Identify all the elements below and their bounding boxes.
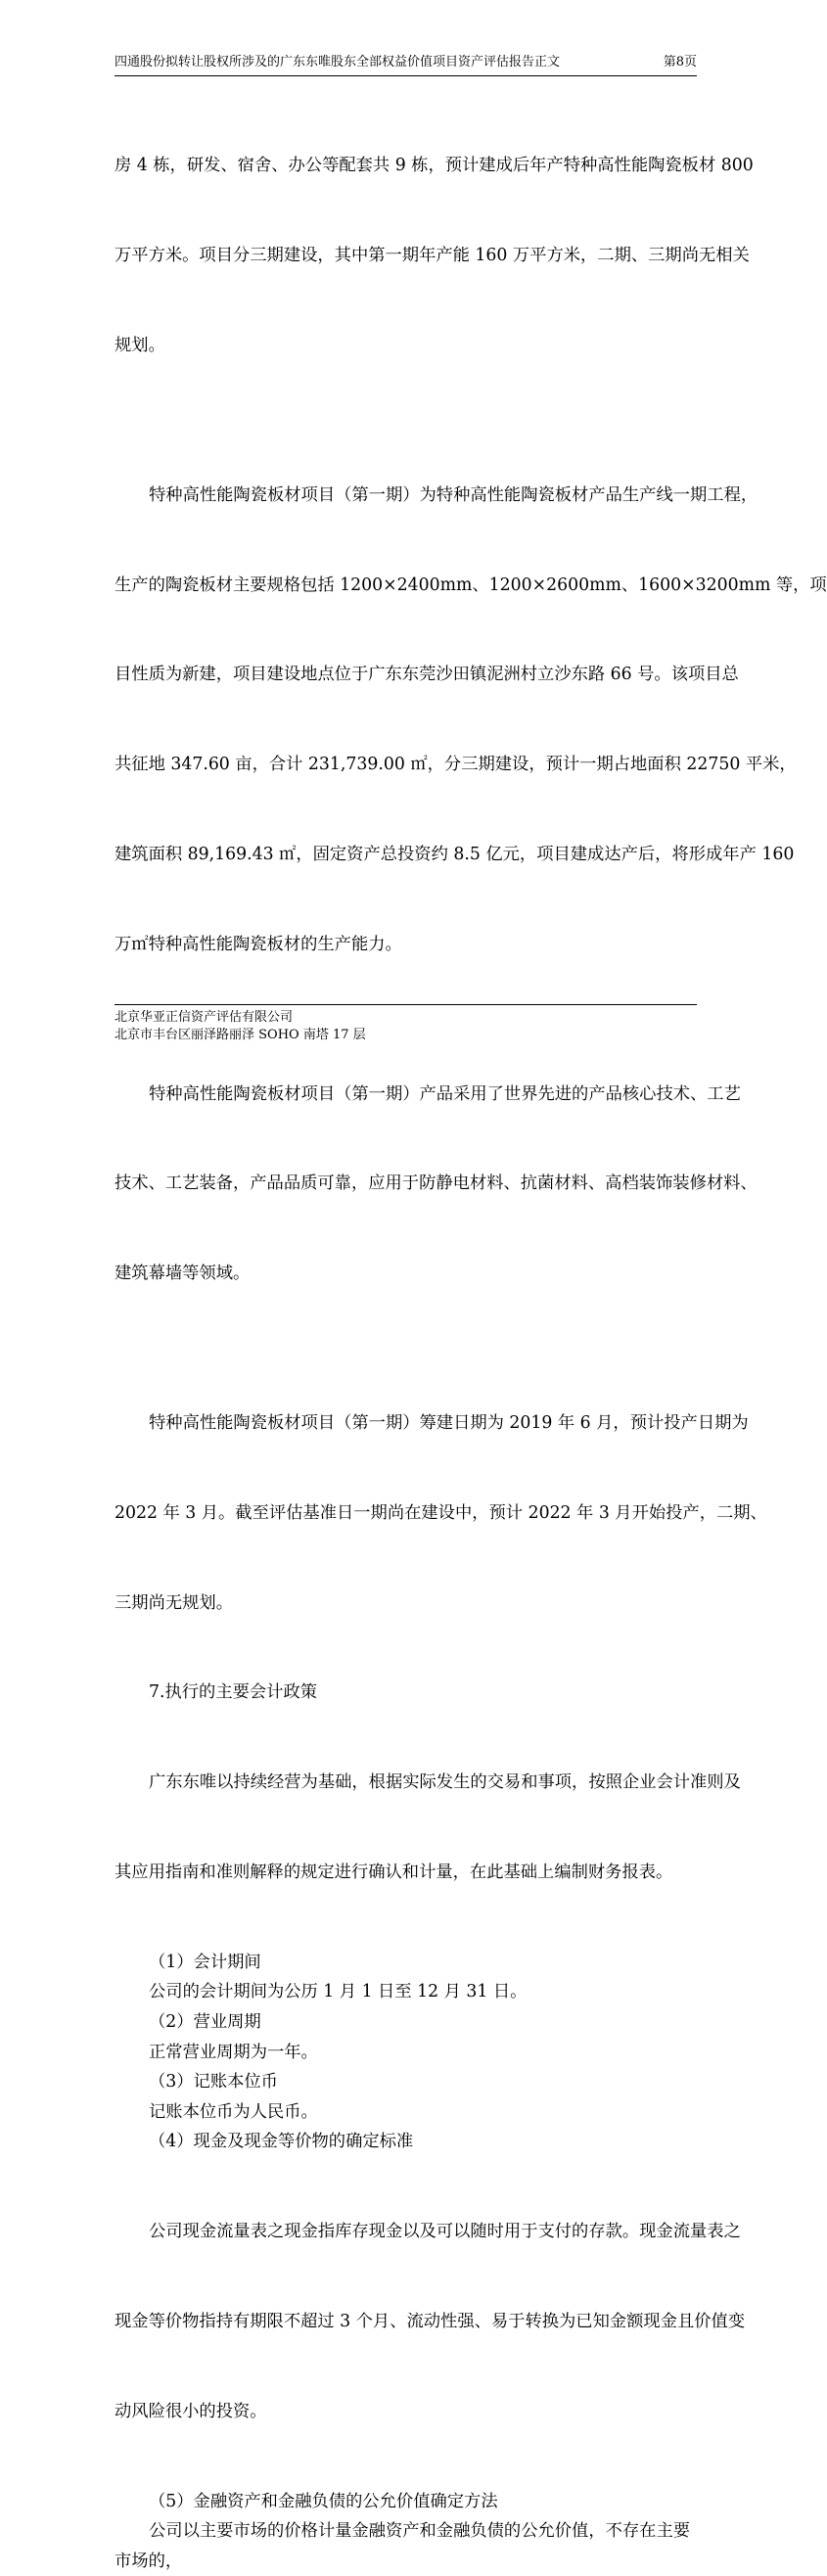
text-line: 房 4 栋，研发、宿舍、办公等配套共 9 栋，预计建成后年产特种高性能陶瓷板材 800 [115, 156, 754, 176]
text-line: 技术、工艺装备，产品品质可靠，应用于防静电材料、抗菌材料、高档装饰装修材料、 [115, 1173, 758, 1194]
header-page-number: 第8页 [663, 55, 697, 69]
paragraph-accounting-period: 公司的会计期间为公历 1 月 1 日至 12 月 31 日。 [149, 1982, 528, 2002]
text-line: 2022 年 3 月。截至评估基准日一期尚在建设中，预计 2022 年 3 月开始投产，二期、 [115, 1502, 767, 1523]
text-line: 规划。 [115, 335, 165, 355]
paragraph-functional-currency: 记账本位币为人民币。 [149, 2101, 318, 2122]
text-line: 特种高性能陶瓷板材项目（第一期）筹建日期为 2019 年 6 月，预计投产日期为 [149, 1413, 749, 1434]
header-divider [115, 75, 697, 76]
subheading-operating-cycle: （2）营业周期 [149, 2012, 261, 2032]
paragraph-project-phase-one [115, 421, 827, 1020]
section-heading-accounting-policies: 7.执行的主要会计政策 [149, 1682, 318, 1703]
paragraph-project-scale [115, 91, 754, 421]
paragraph-project-schedule [115, 1349, 767, 1679]
subheading-fair-value: （5）金融资产和金融负债的公允价值确定方法 [149, 2491, 498, 2511]
header-title: 四通股份拟转让股权所涉及的广东东唯股东全部权益价值项目资产评估报告正文 [115, 55, 561, 69]
paragraph-cash-equivalents [115, 2157, 746, 2487]
paragraph-accounting-basis [115, 1708, 741, 1948]
text-line: 建筑面积 89,169.43 ㎡，固定资产总投资约 8.5 亿元，项目建成达产后，将形成年产 160 [115, 844, 795, 864]
text-line: 特种高性能陶瓷板材项目（第一期）产品采用了世界先进的产品核心技术、工艺 [149, 1083, 741, 1104]
paragraph-operating-cycle: 正常营业周期为一年。 [149, 2042, 318, 2062]
text-line: 特种高性能陶瓷板材项目（第一期）为特种高性能陶瓷板材产品生产线一期工程， [149, 484, 758, 505]
text-line: 其应用指南和准则解释的规定进行确认和计量，在此基础上编制财务报表。 [115, 1863, 673, 1883]
subheading-cash-equivalents: （4）现金及现金等价物的确定标准 [149, 2132, 414, 2152]
text-line: 建筑幕墙等领域。 [115, 1264, 251, 1284]
text-line: 万平方米。项目分三期建设，其中第一期年产能 160 万平方米，二期、三期尚无相关 [115, 245, 750, 265]
footer-company: 北京华亚正信资产评估有限公司 [115, 1010, 294, 1025]
text-line: 万㎡特种高性能陶瓷板材的生产能力。 [115, 934, 402, 954]
subheading-accounting-period: （1）会计期间 [149, 1952, 261, 1972]
text-line: 共征地 347.60 亩，合计 231,739.00 ㎡，分三期建设，预计一期占地面积 22750 平米， [115, 755, 797, 775]
text-line: 三期尚无规划。 [115, 1592, 233, 1613]
page-footer [115, 1009, 366, 1044]
subheading-functional-currency: （3）记账本位币 [149, 2072, 278, 2093]
text-line: 广东东唯以持续经营为基础，根据实际发生的交易和事项，按照企业会计准则及 [149, 1772, 741, 1793]
footer-divider [115, 1004, 697, 1005]
text-line: 生产的陶瓷板材主要规格包括 1200×2400mm、1200×2600mm、1600×3200mm 等，项 [115, 575, 827, 595]
text-line: 现金等价物指持有期限不超过 3 个月、流动性强、易于转换为已知金额现金且价值变 [115, 2311, 746, 2331]
text-line: 公司现金流量表之现金指库存现金以及可以随时用于支付的存款。现金流量表之 [149, 2222, 741, 2242]
text-line: 目性质为新建，项目建设地点位于广东东莞沙田镇泥洲村立沙东路 66 号。该项目总 [115, 665, 739, 685]
paragraph-product-technology [115, 1019, 758, 1349]
report-body [115, 91, 827, 2576]
text-line: 动风险很小的投资。 [115, 2401, 267, 2421]
footer-address: 北京市丰台区丽泽路丽泽 SOHO 南塔 17 层 [115, 1028, 366, 1042]
paragraph-fair-value: 公司以主要市场的价格计量金融资产和金融负债的公允价值，不存在主要市场的， [115, 2521, 691, 2571]
